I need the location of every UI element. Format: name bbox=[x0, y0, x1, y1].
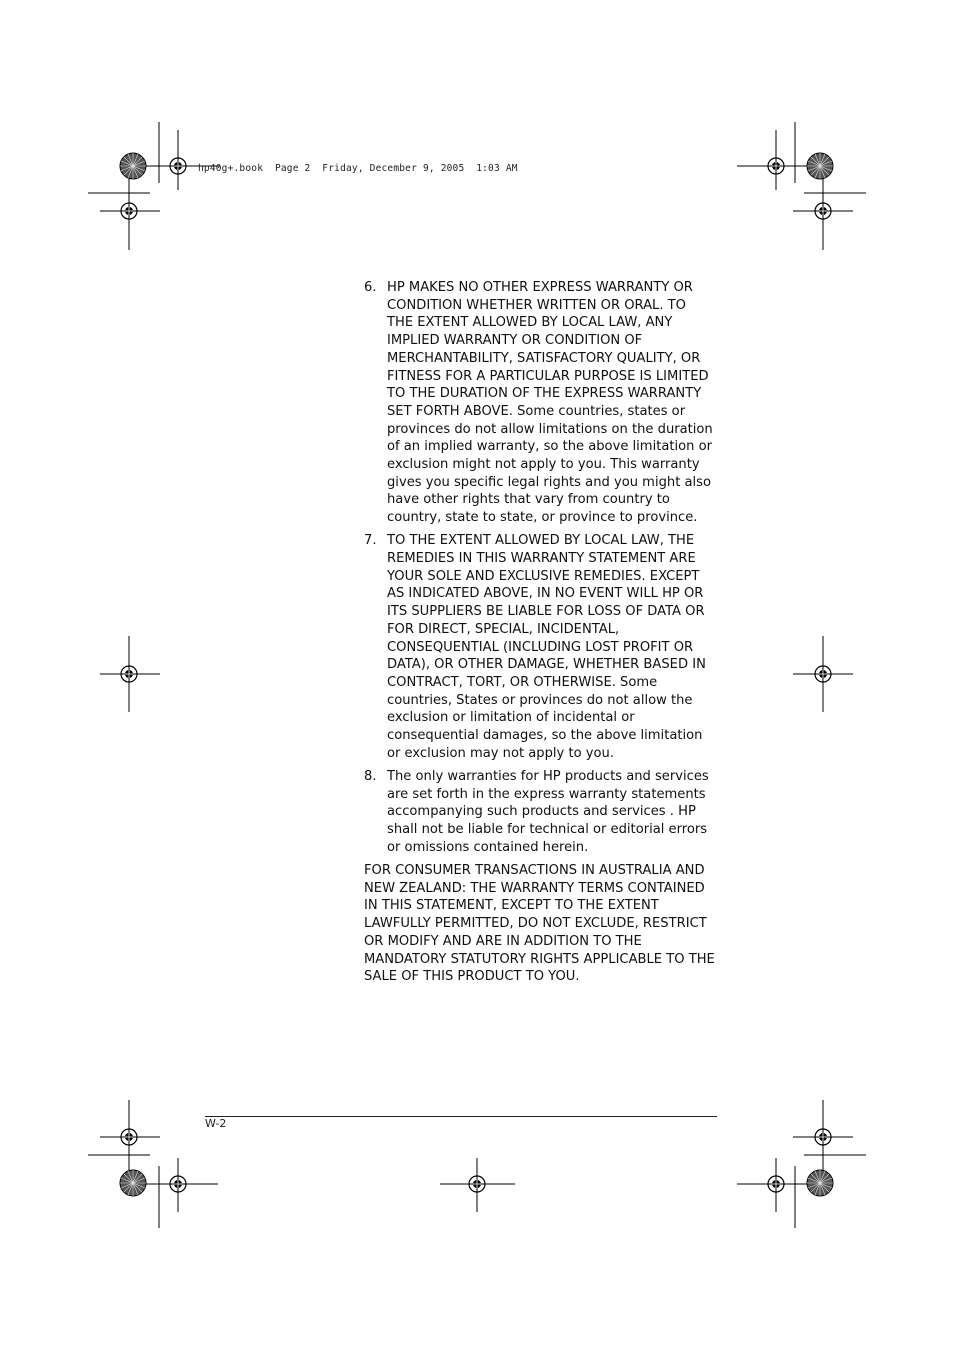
list-item-text: HP MAKES NO OTHER EXPRESS WARRANTY OR CONDITION WHETHER WRITTEN OR ORAL. TO THE EXTENT ALLOWED BY LOCAL LAW, ANY IMPLIED WARRANTY OR CONDITION OF MERCHANTABILITY, SATISFACTORY QUALITY, OR FITNESS FOR A PARTICULAR PURPOSE IS LIMITED TO THE DURATION OF THE EXPRESS WARRANTY SET FORTH ABOVE. Some countries, states or provinces do not allow limitations on the duration of an implied warranty, so the above limitation or exclusion might not apply to you. This warranty gives you specific legal rights and you might also have other rights that vary from country to country, state to state, or province to province. bbox=[387, 280, 713, 526]
list-item bbox=[364, 279, 716, 527]
consumer-transactions-paragraph: FOR CONSUMER TRANSACTIONS IN AUSTRALIA AND NEW ZEALAND: THE WARRANTY TERMS CONTAINED IN THIS STATEMENT, EXCEPT TO THE EXTENT LAWFULLY PERMITTED, DO NOT EXCLUDE, RESTRICT OR MODIFY AND ARE IN ADDITION TO THE MANDATORY STATUTORY RIGHTS APPLICABLE TO THE SALE OF THIS PRODUCT TO YOU. bbox=[364, 863, 715, 985]
warranty-clauses-list bbox=[364, 279, 716, 857]
registration-star-bottom-right bbox=[807, 1170, 833, 1196]
list-item bbox=[364, 768, 716, 857]
warranty-text-column bbox=[364, 279, 716, 986]
list-item-text: TO THE EXTENT ALLOWED BY LOCAL LAW, THE REMEDIES IN THIS WARRANTY STATEMENT ARE YOUR SOLE AND EXCLUSIVE REMEDIES. EXCEPT AS INDICATED ABOVE, IN NO EVENT WILL HP OR ITS SUPPLIERS BE LIABLE FOR LOSS OF DATA OR FOR DIRECT, SPECIAL, INCIDENTAL, CONSEQUENTIAL (INCLUDING LOST PROFIT OR DATA), OR OTHER DAMAGE, WHETHER BASED IN CONTRACT, TORT, OR OTHERWISE. Some countries, States or provinces do not allow the exclusion or limitation of incidental or consequential damages, so the above limitation or exclusion may not apply to you. bbox=[387, 533, 706, 761]
list-item bbox=[364, 532, 716, 762]
registration-star-top-left bbox=[120, 153, 146, 179]
list-item-number: 8. bbox=[364, 768, 377, 784]
crop-mark-top-left bbox=[88, 122, 220, 250]
print-file-stamp: hp40g+.book Page 2 Friday, December 9, 2005 1:03 AM bbox=[198, 163, 518, 174]
registration-star-top-right bbox=[807, 153, 833, 179]
page-number: W-2 bbox=[205, 1117, 227, 1130]
list-item-text: The only warranties for HP products and services are set forth in the express warranty statements accompanying such products and services . HP shall not be liable for technical or editorial errors or omissions contained herein. bbox=[387, 768, 709, 855]
crop-mark-top-right bbox=[737, 122, 866, 250]
crop-mark-bottom-left bbox=[88, 1100, 218, 1228]
registration-star-bottom-left bbox=[120, 1170, 146, 1196]
crop-mark-bottom-right bbox=[737, 1100, 866, 1228]
list-item-number: 7. bbox=[364, 533, 377, 549]
footer-rule bbox=[205, 1116, 717, 1117]
list-item-number: 6. bbox=[364, 280, 377, 295]
